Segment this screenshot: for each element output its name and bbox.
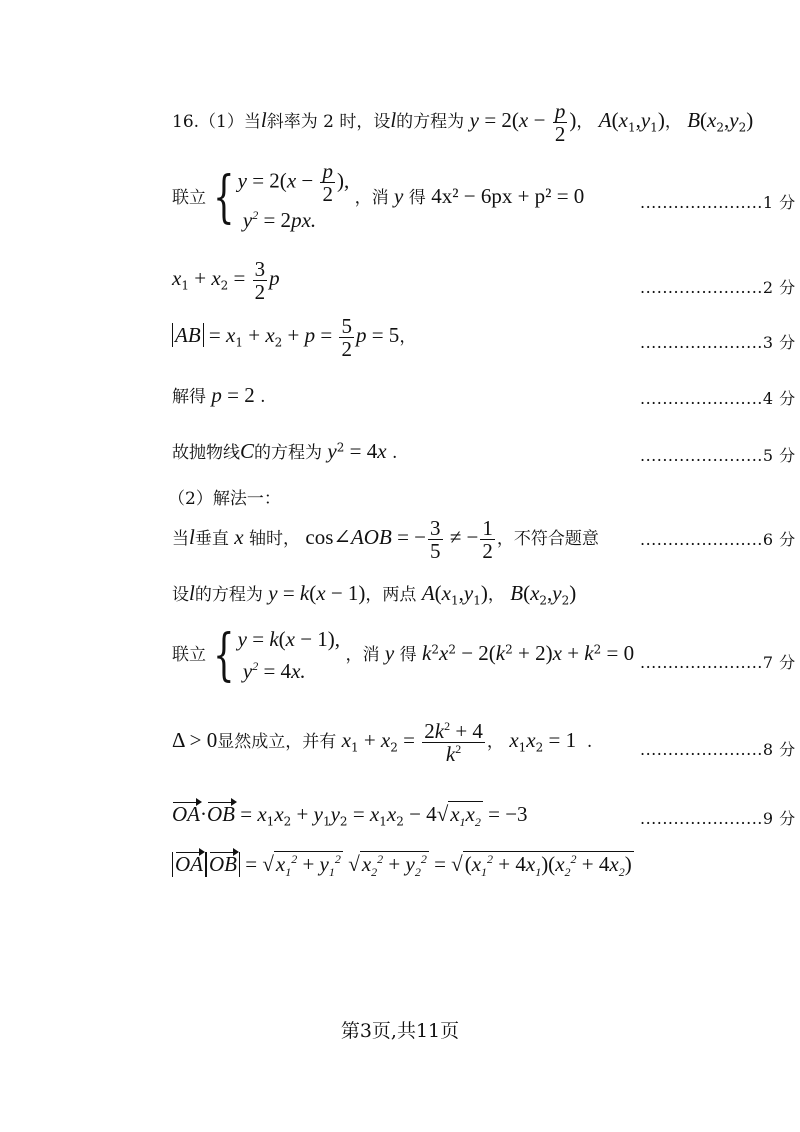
conclusion-prefix: 故抛物线 xyxy=(172,443,240,463)
solve-p-line: 解得 p = 2 . xyxy=(172,383,266,407)
score-4: ......................4 分 xyxy=(640,389,796,408)
part2-header: （2）解法一： xyxy=(168,489,281,509)
dot-product-line: $OA\cdot OB = x_1x_2 + y_1y_2 = x_1x_2 - 4√x_1x_2 = -3$ xyxy=(172,802,528,830)
score-5: ......................5 分 xyxy=(640,446,796,465)
elim-text2: 得 xyxy=(408,187,426,208)
part1-header-prefix: 16.（1）当 xyxy=(172,112,261,133)
vertical-mid2: 轴时， xyxy=(248,529,300,550)
elim-text: ，消 xyxy=(354,187,389,208)
joint-label: 联立 xyxy=(172,187,206,208)
setline-prefix: 设 xyxy=(172,585,189,605)
score-6: ......................6 分 xyxy=(640,530,796,549)
part1-header: 16.（1）当l斜率为 2 时，设l的方程为 y = 2(x − $\frac{p}{2}$ )， $A(x_1,y_1)$， $B(x_2,y_2)$ xyxy=(172,99,754,147)
set-line-line: 设l的方程为 y = k(x − 1)，两点 $A(x_1,y_1)$， $B(x_2,y_2)$ xyxy=(172,581,577,608)
score-2: ......................2 分 xyxy=(640,278,796,297)
part1-header-mid2: 的方程为 xyxy=(396,112,465,133)
setline-mid: 的方程为 xyxy=(194,585,263,605)
part1-system: 联立 { y = 2(x − $\frac{p}{2}$ ), $y^2 = 2px$. ，消 y 得 4x² − 6px + p² = 0 xyxy=(172,159,585,233)
sum-roots-line: $x_1 + x_2$ = $\frac{3}{2}$ p xyxy=(172,257,280,305)
setline-points: ，两点 xyxy=(365,585,417,605)
part1-header-mid1: 斜率为 2 时，设 xyxy=(266,112,391,133)
part2-system: 联立 { y = k(x − 1), $y^2 = 4x$. ，消 y 得 $k^2x^2 - 2(k^2 + 2)x + k^2 = 0$ xyxy=(172,622,635,688)
joint-label-2: 联立 xyxy=(172,645,206,665)
magnitude-line: OA OB = $√x_1^2 + y_1^2$ $√x_2^2 + y_2^2 = √(x_1^2 + 4x_1)(x_2^2 + 4x_2)$ xyxy=(172,852,634,880)
score-3: ......................3 分 xyxy=(640,333,796,352)
conclusion-mid: 的方程为 xyxy=(254,443,323,463)
delta-line: Δ > 0显然成立，并有 $x_1 + x_2$ = $\frac{2k^2 + 4}{k^2}$ ， $x_1x_2 = 1$ . xyxy=(172,719,593,767)
vertical-case-line: 当l垂直 x 轴时， cos∠AOB = − $\frac{3}{5}$ ≠ − $\frac{1}{2}$ ，不符合题意 xyxy=(172,516,599,564)
vertical-prefix: 当 xyxy=(172,529,189,550)
page-number: 第3页,共11页 xyxy=(340,1020,460,1042)
elim-text-2: ，消 xyxy=(345,645,380,665)
solve-label: 解得 xyxy=(172,387,206,407)
score-7: ......................7 分 xyxy=(640,653,796,672)
quadratic-equation: 4x² − 6px + p² = 0 xyxy=(431,183,585,208)
not-fit-text: ，不符合题意 xyxy=(496,529,599,550)
ab-length-line: AB = $x_1 + x_2 + p$ = $\frac{5}{2}$ p = 5， xyxy=(172,315,416,360)
delta-text: 显然成立，并有 xyxy=(217,732,337,753)
score-9: ......................9 分 xyxy=(640,809,796,828)
conclusion-line: 故抛物线C的方程为 $y^2 = 4x$ . xyxy=(172,439,398,463)
elim-text2-2: 得 xyxy=(399,645,417,665)
vertical-mid: 垂直 xyxy=(194,529,229,550)
score-1: ......................1 分 xyxy=(640,193,796,212)
score-8: ......................8 分 xyxy=(640,740,796,759)
